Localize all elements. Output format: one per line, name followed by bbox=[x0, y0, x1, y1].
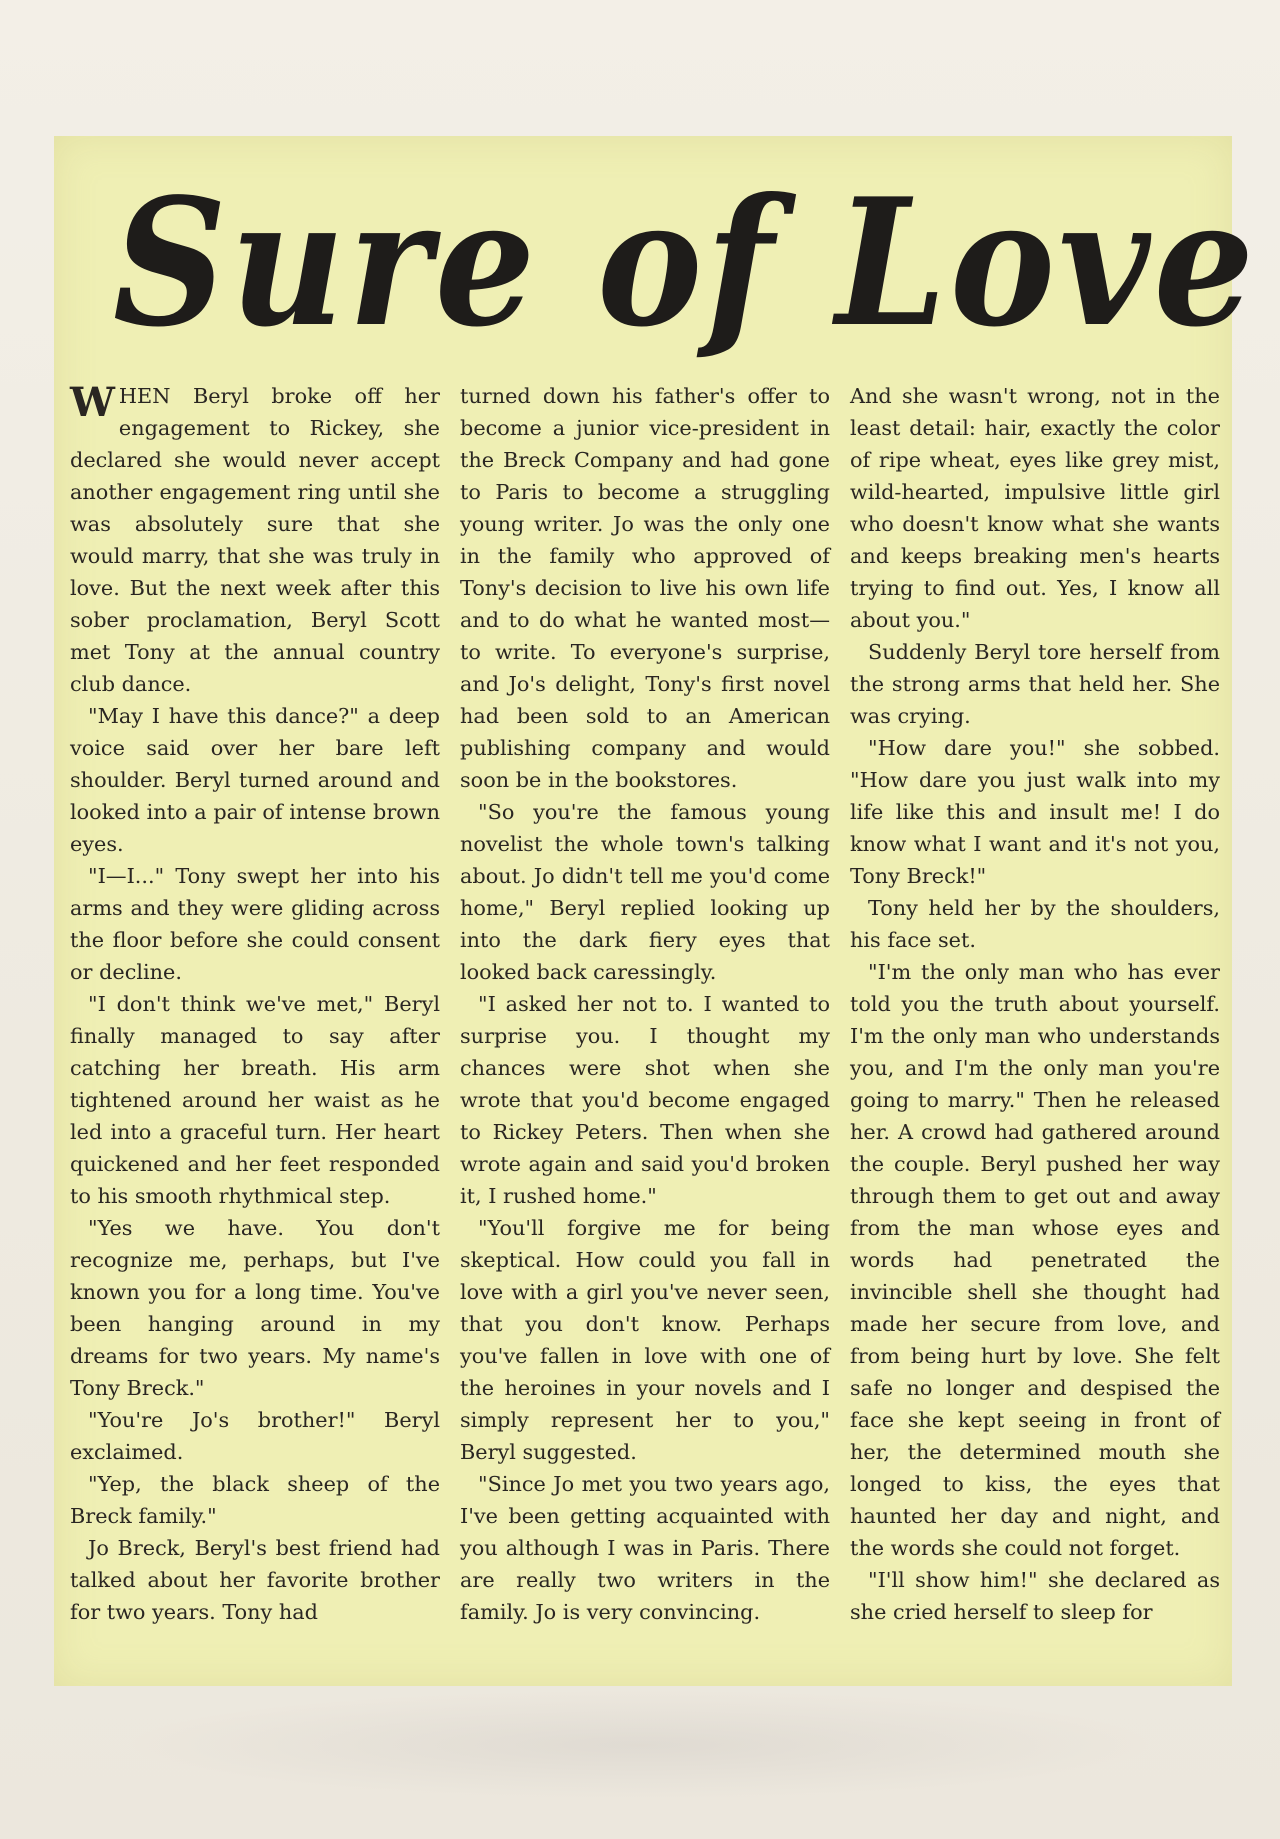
text-column-1 bbox=[70, 380, 440, 1680]
paragraph: "So you're the famous young novelist the whole town's talking about. Jo didn't tell me you'd come home," Beryl replied looking up into the dark fiery eyes that looked back caressingly. bbox=[460, 800, 830, 984]
paragraph: "Yes we have. You don't recognize me, perhaps, but I've known you for a long time. You've been hanging around in my dreams for two years. My name's Tony Breck." bbox=[70, 1216, 440, 1400]
paragraph: "I don't think we've met," Beryl finally managed to say after catching her breath. His arm tightened around her waist as he led into a graceful turn. Her heart quickened and her feet responded to his smooth rhythmical step. bbox=[70, 992, 440, 1208]
paragraph: "How dare you!" she sobbed. "How dare you just walk into my life like this and insult me! I do know what I want and it's not you, Tony Breck!" bbox=[850, 736, 1220, 888]
paragraph: Suddenly Beryl tore herself from the strong arms that held her. She was crying. bbox=[850, 640, 1220, 728]
paragraph: "I—I..." Tony swept her into his arms and they were gliding across the floor before she could consent or decline. bbox=[70, 864, 440, 984]
paragraph: "I asked her not to. I wanted to surprise you. I thought my chances were shot when she wrote that you'd become engaged to Rickey Peters. Then when she wrote again and said you'd broken it, I rushed home." bbox=[460, 992, 830, 1208]
text-column-3 bbox=[850, 380, 1220, 1680]
bleed-through-smudge bbox=[120, 1690, 1160, 1800]
paragraph: "You're Jo's brother!" Beryl exclaimed. bbox=[70, 1408, 440, 1464]
text-column-2 bbox=[460, 380, 830, 1680]
paragraph: "I'm the only man who has ever told you the truth about yourself. I'm the only man who understands you, and I'm the only man you're going to marry." Then he released her. A crowd had gathered around the couple. Beryl pushed her way through them to get out and away from the man whose eyes and words had penetrated the invincible shell she thought had made her secure from love, and from being hurt by love. She felt safe no longer and despised the face she kept seeing in front of her, the determined mouth she longed to kiss, the eyes that haunted her day and night, and the words she could not forget. bbox=[850, 960, 1220, 1560]
paragraph bbox=[70, 380, 440, 700]
paragraph: Tony held her by the shoulders, his face set. bbox=[850, 896, 1220, 952]
paragraph: "May I have this dance?" a deep voice said over her bare left shoulder. Beryl turned around and looked into a pair of intense brown eyes. bbox=[70, 704, 440, 856]
paragraph-text: HEN Beryl broke off her engagement to Rickey, she declared she would never accept another engagement ring until she was absolutely sure that she would marry, that she was truly in love. But the next week after this sober proclamation, Beryl Scott met Tony at the annual country club dance. bbox=[70, 384, 440, 696]
paragraph: "Since Jo met you two years ago, I've been getting acquainted with you although I was in Paris. There are really two writers in the family. Jo is very convincing. bbox=[460, 1472, 830, 1624]
paragraph: "I'll show him!" she declared as she cried herself to sleep for bbox=[850, 1568, 1220, 1624]
story-panel bbox=[54, 136, 1258, 1686]
story-title: Sure of Love bbox=[112, 161, 1258, 366]
paragraph: And she wasn't wrong, not in the least detail: hair, exactly the color of ripe wheat, eyes like grey mist, wild-hearted, impulsive little girl who doesn't know what she wants and keeps breaking men's hearts trying to find out. Yes, I know all about you." bbox=[850, 384, 1220, 632]
drop-cap: W bbox=[70, 379, 115, 426]
text-columns bbox=[70, 380, 1220, 1680]
paragraph: Jo Breck, Beryl's best friend had talked about her favorite brother for two years. Tony had bbox=[70, 1536, 440, 1624]
paragraph: turned down his father's offer to become a junior vice-president in the Breck Company and had gone to Paris to become a struggling young writer. Jo was the only one in the family who approved of Tony's decision to live his own life and to do what he wanted most—to write. To everyone's surprise, and Jo's delight, Tony's first novel had been sold to an American publishing company and would soon be in the bookstores. bbox=[460, 384, 830, 792]
paragraph: "Yep, the black sheep of the Breck family." bbox=[70, 1472, 440, 1528]
paragraph: "You'll forgive me for being skeptical. How could you fall in love with a girl you've never seen, that you don't know. Perhaps you've fallen in love with one of the heroines in your novels and I simply represent her to you," Beryl suggested. bbox=[460, 1216, 830, 1464]
